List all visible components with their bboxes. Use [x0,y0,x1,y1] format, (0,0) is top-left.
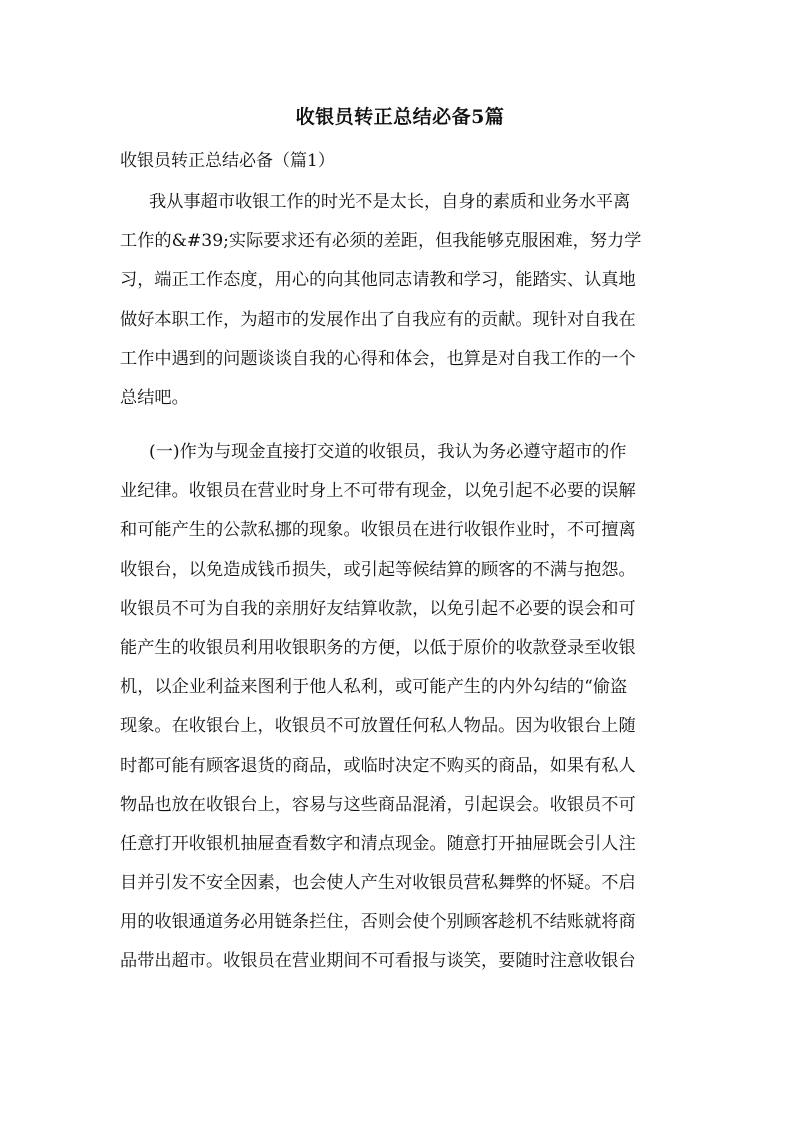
paragraph-line: 业纪律。收银员在营业时身上不可带有现金，以免引起不必要的误解 [120,481,636,502]
paragraph-line: 做好本职工作，为超市的发展作出了自我应有的贡献。现针对自我在 [120,309,636,330]
paragraph-line: 习，端正工作态度，用心的向其他同志请教和学习，能踏实、认真地 [120,270,636,291]
paragraph-line: 物品也放在收银台上，容易与这些商品混淆，引起误会。收银员不可 [120,794,636,815]
section-heading: 收银员转正总结必备（篇1） [120,151,335,171]
paragraph-1 [120,183,690,418]
paragraph-line: 能产生的收银员利用收银职务的方便，以低于原价的收款登录至收银 [120,637,636,658]
paragraph-line: 用的收银通道务必用链条拦住，否则会使个别顾客趁机不结账就将商 [120,912,636,933]
paragraph-line: 机，以企业利益来图利于他人私利，或可能产生的内外勾结的“偷盗 [120,677,628,698]
paragraph-line: 时都可能有顾客退货的商品，或临时决定不购买的商品，如果有私人 [120,755,636,776]
paragraph-line: 品带出超市。收银员在营业期间不可看报与谈笑，要随时注意收银台 [120,951,636,972]
paragraph-line: 收银台，以免造成钱币损失，或引起等候结算的顾客的不满与抱怨。 [120,559,636,580]
paragraph-line: 和可能产生的公款私挪的现象。收银员在进行收银作业时，不可擅离 [120,520,636,541]
paragraph-line: 现象。在收银台上，收银员不可放置任何私人物品。因为收银台上随 [120,716,636,737]
paragraph-line: 总结吧。 [120,387,189,408]
paragraph-line: 收银员不可为自我的亲朋好友结算收款，以免引起不必要的误会和可 [120,598,636,619]
paragraph-line: 任意打开收银机抽屉查看数字和清点现金。随意打开抽屉既会引人注 [120,833,636,854]
paragraph-line: 工作的&#39;实际要求还有必须的差距，但我能够克服困难，努力学 [120,231,642,252]
paragraph-2 [120,433,690,982]
paragraph-line: 我从事超市收银工作的时光不是太长，自身的素质和业务水平离 [149,192,631,212]
paragraph-line: (一)作为与现金直接打交道的收银员，我认为务必遵守超市的作 [149,442,627,462]
paragraph-line: 目并引发不安全因素，也会使人产生对收银员营私舞弊的怀疑。不启 [120,873,636,894]
document-title: 收银员转正总结必备5篇 [295,106,505,128]
paragraph-line: 工作中遇到的问题谈谈自我的心得和体会，也算是对自我工作的一个 [120,348,636,369]
